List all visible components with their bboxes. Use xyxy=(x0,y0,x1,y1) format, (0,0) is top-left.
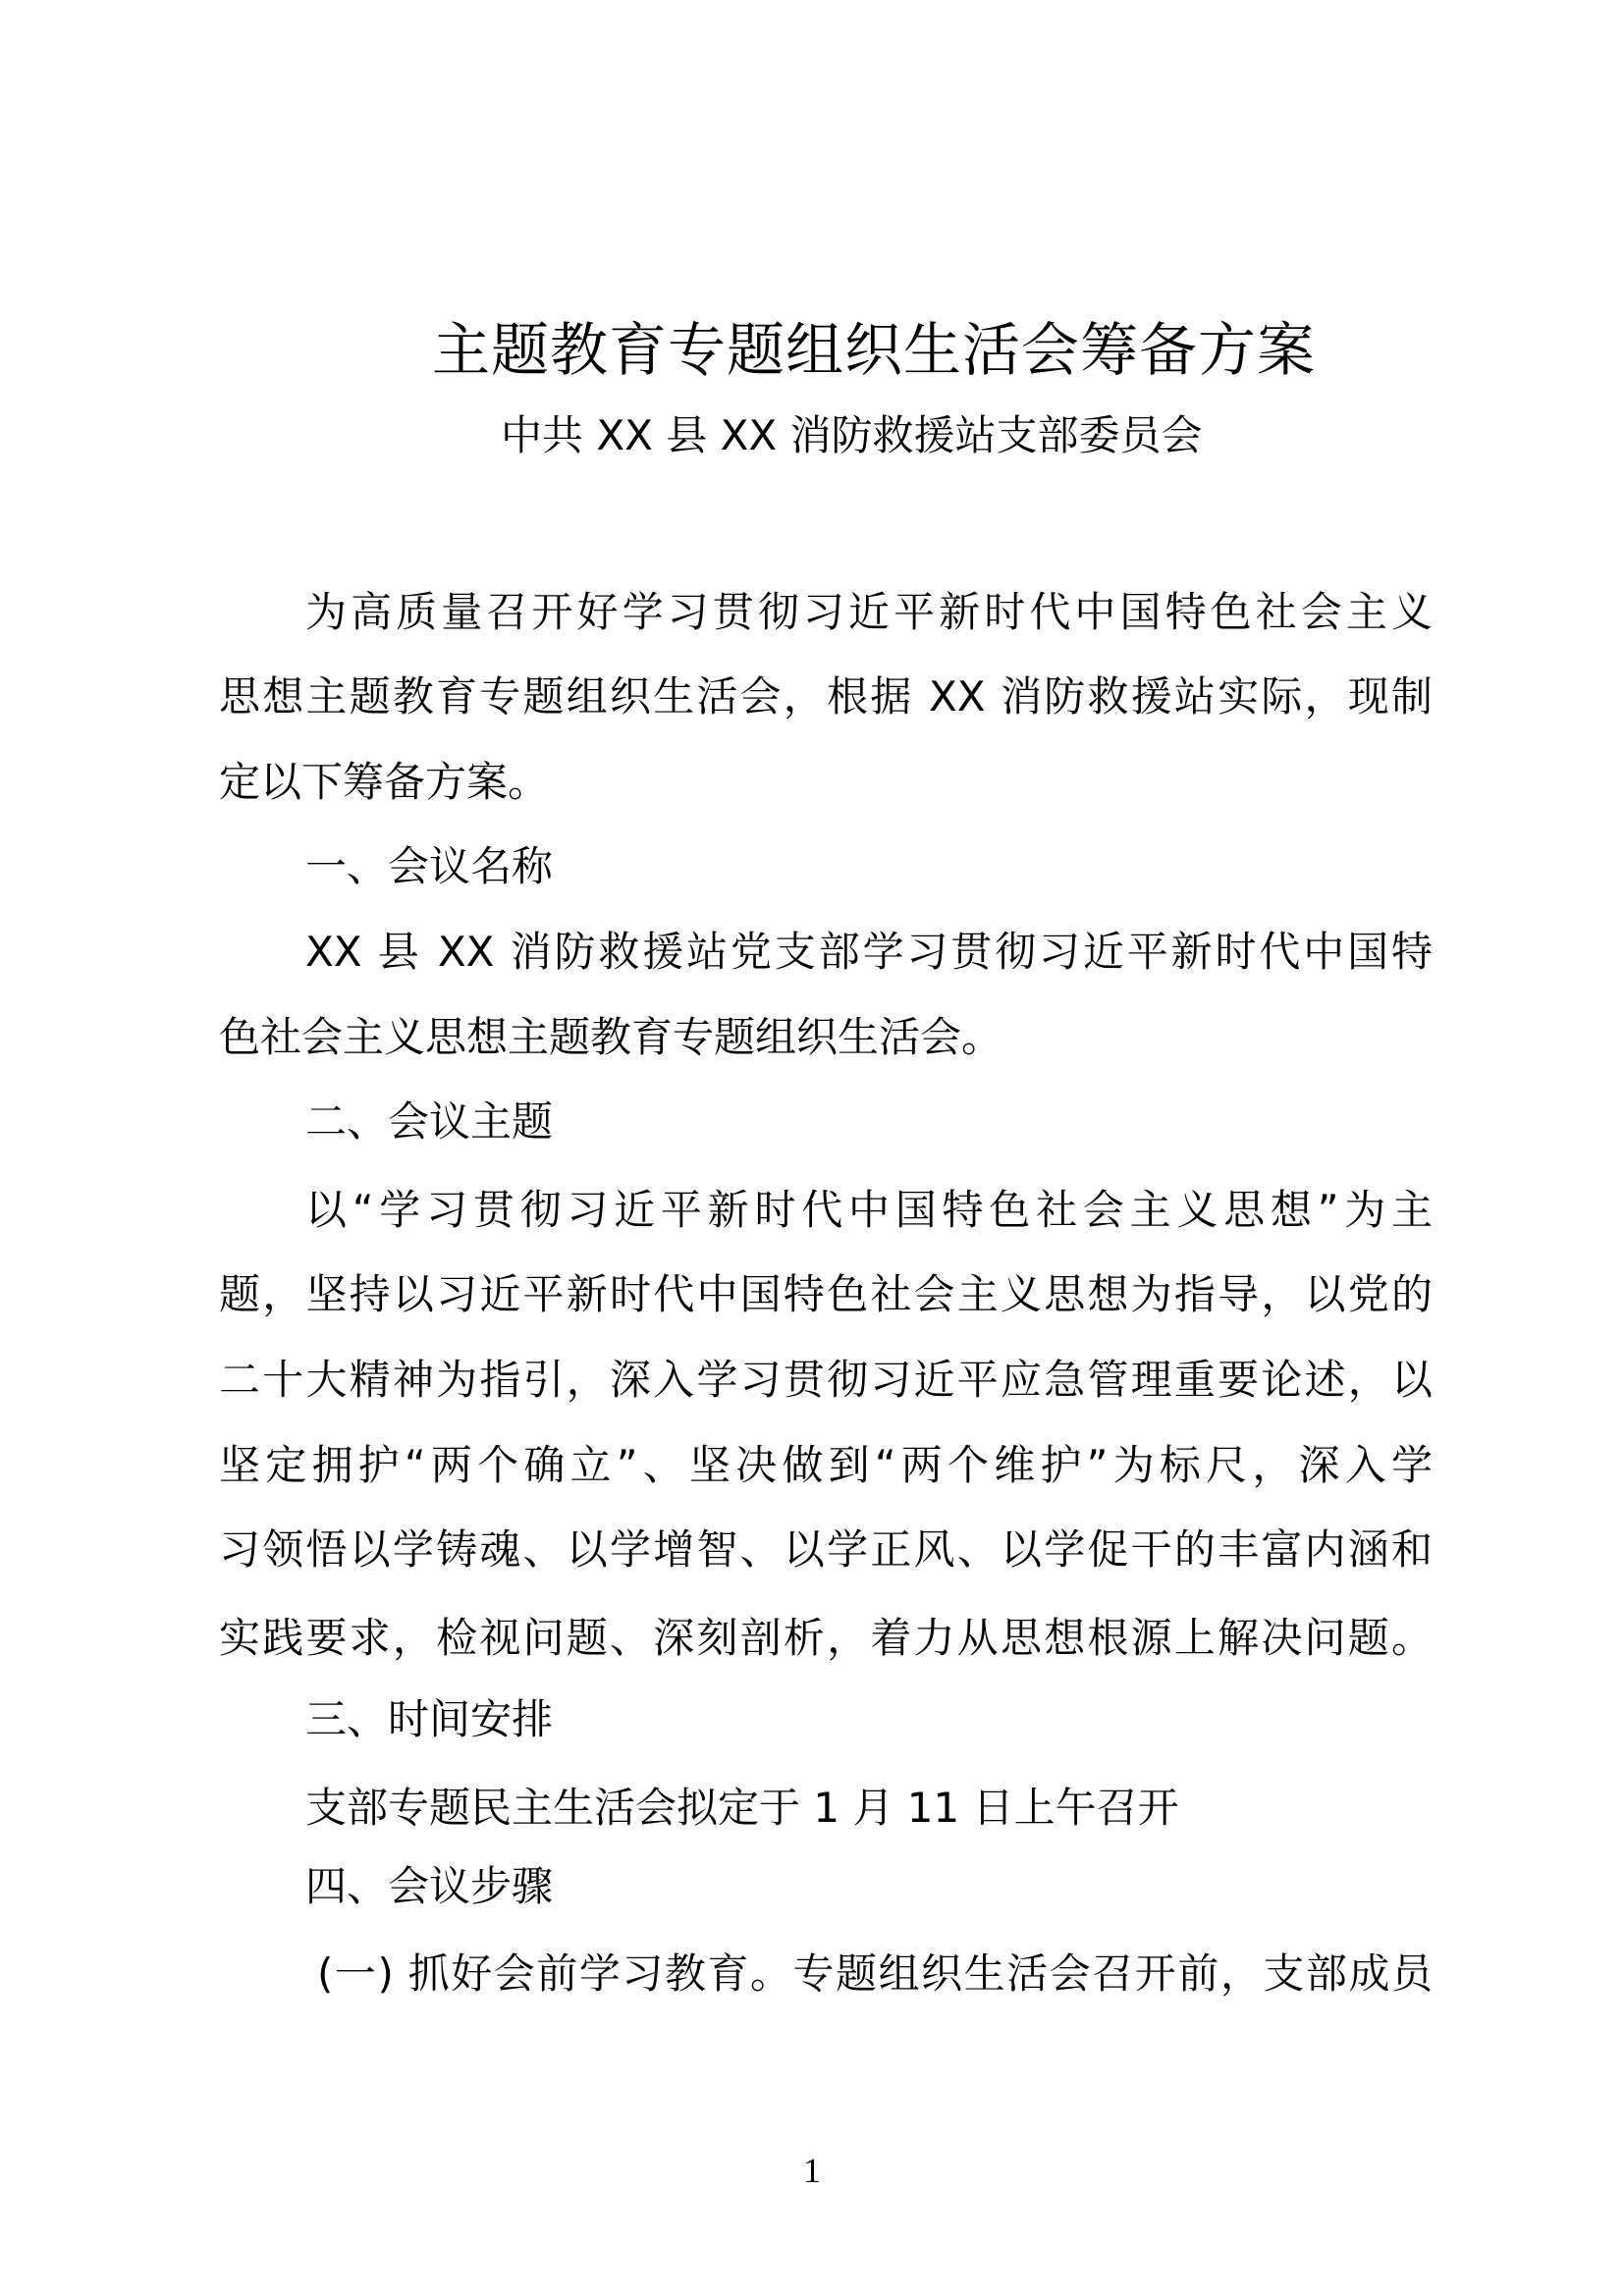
body-line: 坚定拥护“两个确立”、坚决做到“两个维护”为标尺，深入学 xyxy=(219,1441,1433,1489)
body-line: 以“学习贯彻习近平新时代中国特色社会主义思想”为主 xyxy=(305,1186,1433,1234)
section-heading: 四、会议步骤 xyxy=(305,1862,554,1910)
body-line: 实践要求，检视问题、深刻剖析，着力从思想根源上解决问题。 xyxy=(219,1614,1433,1662)
body-line: (一) 抓好会前学习教育。专题组织生活会召开前，支部成员 xyxy=(317,1949,1433,1998)
section-heading: 一、会议名称 xyxy=(305,842,554,890)
document-subtitle: 中共 XX 县 XX 消防救援站支部委员会 xyxy=(501,411,1203,459)
page-number: 1 xyxy=(803,2151,821,2190)
body-line: 思想主题教育专题组织生活会，根据 XX 消防救援站实际，现制 xyxy=(219,672,1433,721)
section-heading: 三、时间安排 xyxy=(305,1695,554,1743)
body-line: 二十大精神为指引，深入学习贯彻习近平应急管理重要论述，以 xyxy=(219,1356,1433,1404)
body-line: 定以下筹备方案。 xyxy=(219,758,550,806)
body-line: 题，坚持以习近平新时代中国特色社会主义思想为指导，以党的 xyxy=(219,1270,1433,1318)
body-line: XX 县 XX 消防救援站党支部学习贯彻习近平新时代中国特 xyxy=(305,928,1433,976)
section-heading: 二、会议主题 xyxy=(305,1097,554,1146)
body-line: 习领悟以学铸魂、以学增智、以学正风、以学促干的丰富内涵和 xyxy=(219,1525,1433,1574)
body-line: 为高质量召开好学习贯彻习近平新时代中国特色社会主义 xyxy=(305,588,1433,636)
document-title: 主题教育专题组织生活会筹备方案 xyxy=(432,316,1317,384)
body-line: 色社会主义思想主题教育专题组织生活会。 xyxy=(219,1013,1003,1061)
body-line: 支部专题民主生活会拟定于 1 月 11 日上午召开 xyxy=(305,1784,1179,1832)
